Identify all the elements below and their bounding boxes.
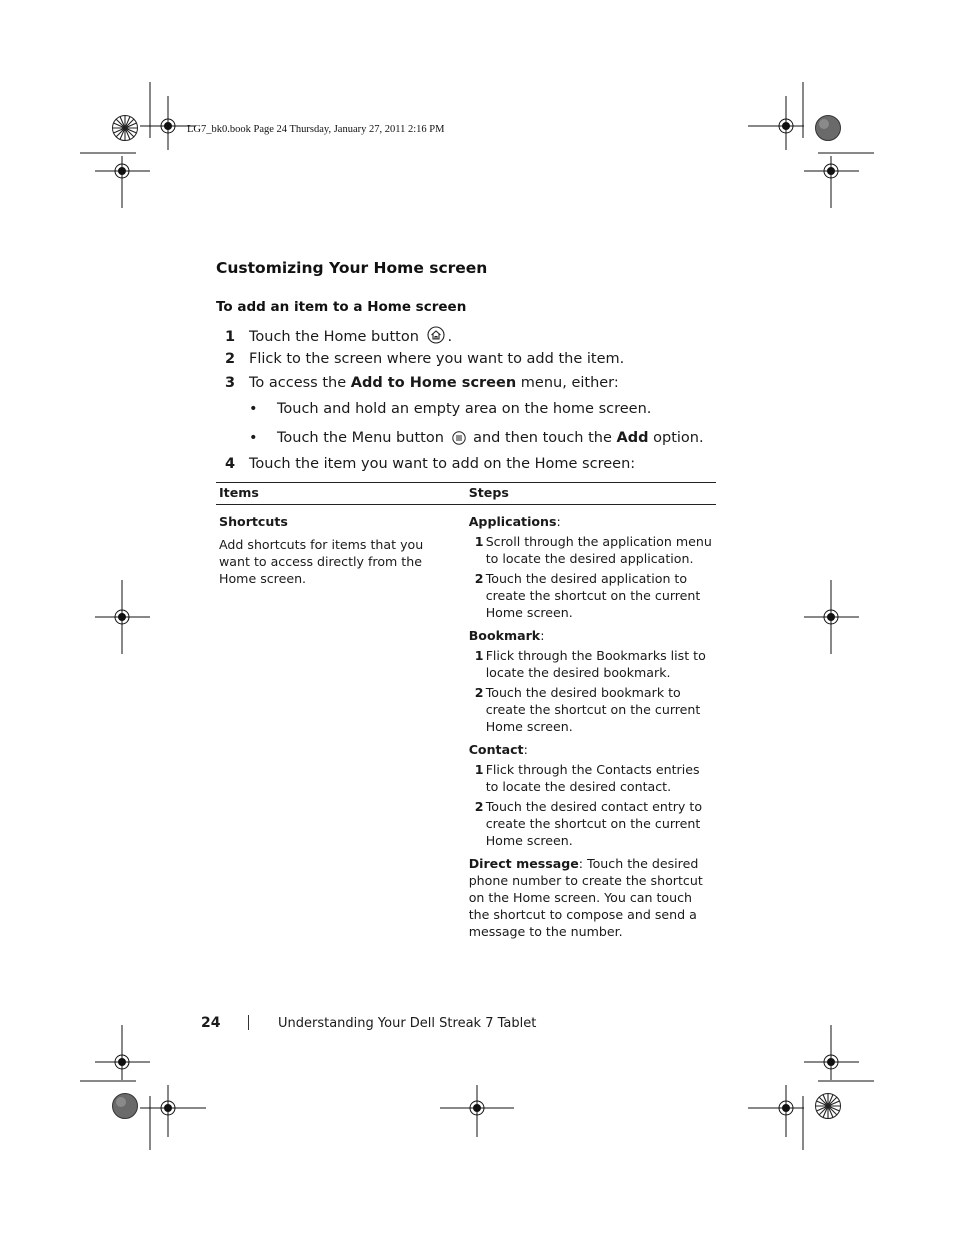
bullet-item	[249, 401, 651, 417]
bullet-text-bold: Add	[616, 430, 649, 446]
footer-title: Understanding Your Dell Streak 7 Tablet	[278, 1016, 537, 1031]
group-title: Applications	[468, 514, 557, 529]
step-2	[225, 351, 624, 367]
footer-divider	[248, 1015, 249, 1030]
group-applications	[469, 513, 713, 621]
step-text: Flick to the screen where you want to add the item.	[249, 351, 625, 367]
table-header-row	[216, 483, 716, 505]
list-item	[469, 761, 713, 795]
starburst-icon	[113, 116, 138, 141]
item-title: Shortcuts	[219, 514, 288, 529]
step-3	[225, 375, 619, 391]
list-item	[469, 570, 713, 621]
shortcuts-table	[216, 482, 716, 944]
step-number: 4	[225, 456, 236, 472]
item-cell	[216, 505, 460, 945]
list-item	[469, 647, 713, 681]
step-suffix: .	[447, 329, 453, 345]
sub-step-text: Flick through the Bookmarks list to locate the desired bookmark.	[485, 648, 706, 680]
gray-dot-icon	[816, 116, 841, 141]
section-title: Customizing Your Home screen	[216, 259, 488, 277]
subsection-title: To add an item to a Home screen	[216, 299, 467, 315]
sub-step-number: 2	[474, 799, 484, 814]
group-title: Direct message	[468, 856, 579, 871]
step-text-post: menu, either:	[516, 375, 619, 391]
bullet-text: Touch and hold an empty area on the home screen.	[277, 401, 652, 417]
sub-step-text: Touch the desired bookmark to create the shortcut on the current Home screen.	[485, 685, 701, 734]
step-number: 3	[225, 375, 236, 391]
print-header: LG7_bk0.book Page 24 Thursday, January 27, 2011 2:16 PM	[187, 124, 445, 135]
group-colon: :	[540, 628, 545, 643]
bullet-dot: •	[249, 401, 258, 417]
sub-step-number: 2	[474, 685, 484, 700]
table-row	[216, 505, 716, 945]
list-item	[469, 684, 713, 735]
bullet-dot: •	[249, 430, 258, 446]
step-1	[225, 326, 452, 348]
step-text: Touch the item you want to add on the Home screen:	[249, 456, 636, 472]
home-icon	[427, 326, 445, 348]
sub-step-text: Touch the desired contact entry to create the shortcut on the current Home screen.	[485, 799, 703, 848]
sub-step-text: Touch the desired application to create the shortcut on the current Home screen.	[485, 571, 701, 620]
group-colon: :	[523, 742, 528, 757]
page-number: 24	[201, 1015, 221, 1031]
step-number: 2	[225, 351, 236, 367]
group-title: Contact	[468, 742, 524, 757]
sub-steps	[469, 533, 713, 621]
step-text-pre: To access the	[249, 375, 351, 391]
group-colon: :	[556, 514, 561, 529]
sub-step-number: 1	[474, 534, 484, 549]
sub-step-number: 1	[474, 762, 484, 777]
sub-steps	[469, 647, 713, 735]
menu-icon	[452, 431, 466, 449]
bullet-text-mid: and then touch the	[468, 430, 617, 446]
step-number: 1	[225, 329, 236, 345]
bullet-text-pre: Touch the Menu button	[277, 430, 444, 446]
bullet-text-post: option.	[648, 430, 704, 446]
item-description: Add shortcuts for items that you want to access directly from the Home screen.	[219, 537, 424, 586]
group-bookmark	[469, 627, 713, 735]
gray-dot-icon	[113, 1094, 138, 1119]
step-text: Touch the Home button	[249, 329, 419, 345]
sub-step-text: Scroll through the application menu to locate the desired application.	[485, 534, 712, 566]
group-direct-message	[469, 855, 713, 940]
sub-step-number: 2	[474, 571, 484, 586]
column-header-steps: Steps	[460, 483, 716, 505]
sub-step-number: 1	[474, 648, 484, 663]
steps-cell	[460, 505, 716, 945]
bullet-item	[249, 430, 704, 449]
sub-steps	[469, 761, 713, 849]
group-contact	[469, 741, 713, 849]
step-4	[225, 456, 635, 472]
starburst-icon	[816, 1094, 841, 1119]
sub-step-text: Flick through the Contacts entries to locate the desired contact.	[485, 762, 700, 794]
group-title: Bookmark	[468, 628, 541, 643]
list-item	[469, 798, 713, 849]
column-header-items: Items	[216, 483, 460, 505]
list-item	[469, 533, 713, 567]
direct-message-text: : Touch the desired phone number to create the shortcut on the Home screen. You can touch the shortcut to compose and send a message to the number.	[468, 856, 703, 939]
step-text-bold: Add to Home screen	[350, 375, 517, 391]
